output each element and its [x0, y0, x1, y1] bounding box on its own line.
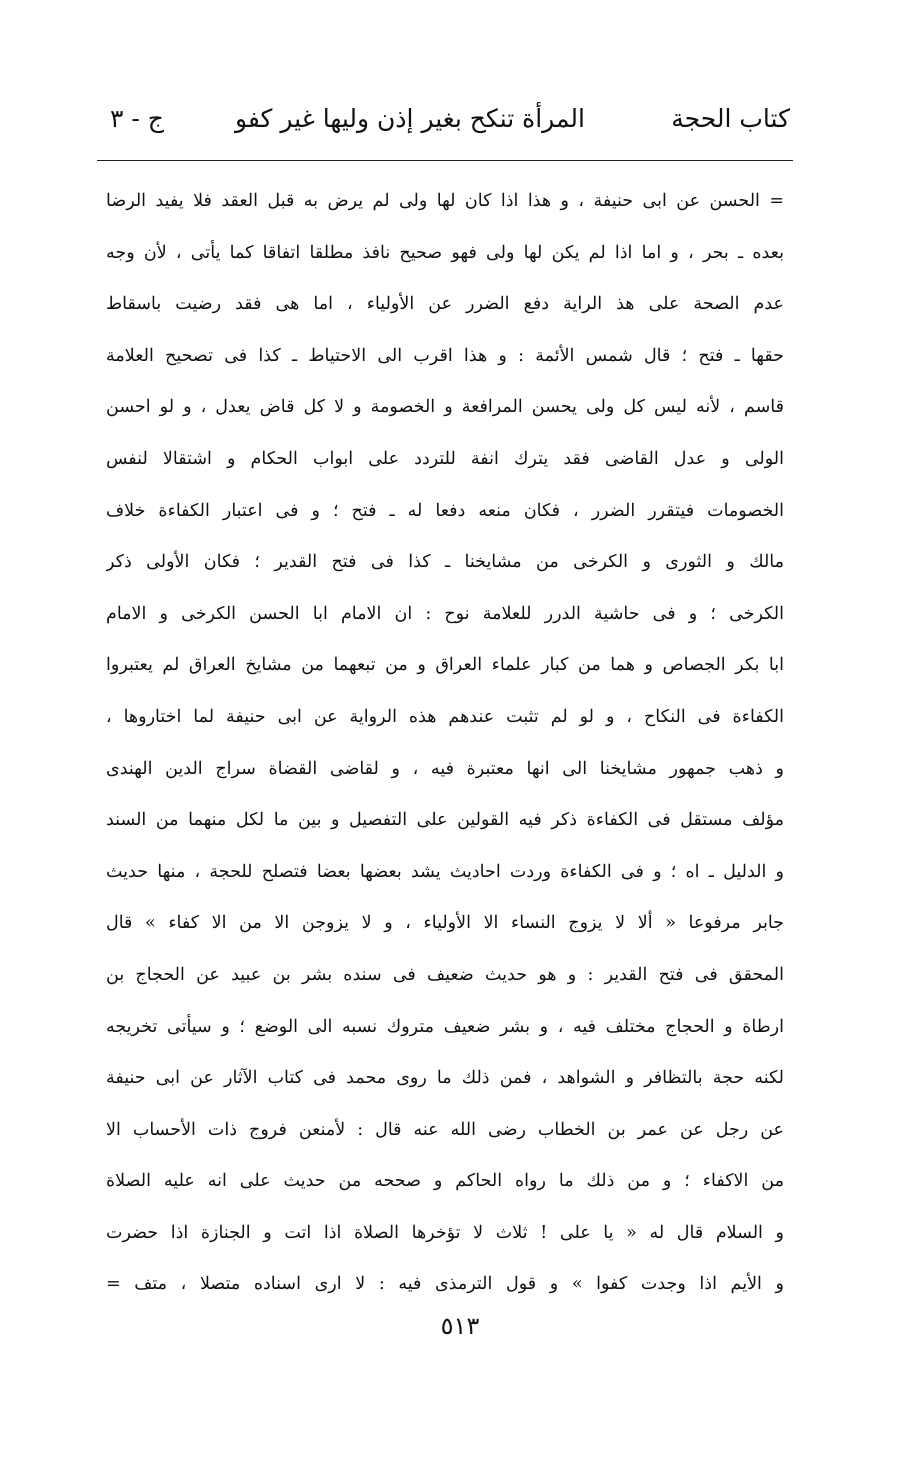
header-rule	[97, 160, 793, 161]
text-line: الكرخى ؛ و فى حاشية الدرر للعلامة نوح : ان الامام ابا الحسن الكرخى و الامام	[106, 603, 784, 624]
text-line: جابر مرفوعا « ألا لا يزوج النساء الا الأولياء ، و لا يزوجن الا من الا كفاء » قال	[106, 913, 784, 934]
text-line: = الحسن عن ابى حنيفة ، و هذا اذا كان لها ولى لم يرض به قبل العقد فلا يفيد الرضا	[106, 191, 784, 211]
text-line: الكفاءة فى النكاح ، و لو لم تثبت عندهم هذه الرواية عن ابى حنيفة لما اختاروها ،	[106, 706, 784, 727]
body-text	[106, 176, 784, 1311]
text-line: و ذهب جمهور مشايخنا الى انها معتبرة فيه ، و لقاضى القضاة سراج الدين الهندى	[106, 758, 784, 779]
text-line: عن رجل عن عمر بن الخطاب رضى الله عنه قال : لأمنعن فروج ذات الأحساب الا	[106, 1119, 784, 1140]
text-line: عدم الصحة على هذ الراية دفع الضرر عن الأولياء ، اما هى فقد رضيت باسقاط	[106, 294, 784, 315]
running-header	[100, 104, 790, 152]
header-topic: المرأة تنكح بغير إذن وليها غير كفو	[234, 104, 585, 133]
text-line: ارطاة و الحجاج مختلف فيه ، و بشر ضعيف متروك نسبه الى الوضع ؛ و سيأتى تخريجه	[106, 1016, 784, 1037]
page-number: ٥١٣	[440, 1312, 480, 1340]
text-line: و الأيم اذا وجدت كفوا » و قول الترمذى فيه : لا ارى اسناده متصلا ، متف =	[106, 1274, 784, 1295]
header-book-title: كتاب الحجة	[671, 104, 790, 133]
text-line: مالك و الثورى و الكرخى من مشايخنا ـ كذا فى فتح القدير ؛ فكان الأولى ذكر	[106, 552, 784, 573]
header-volume: ج - ٣	[110, 104, 164, 133]
text-line: مؤلف مستقل فى الكفاءة ذكر فيه القولين على التفصيل و بين ما لكل منهما من السند	[106, 810, 784, 831]
text-line: و الدليل ـ اه ؛ و فى الكفاءة وردت احاديث يشد بعضها بعضا فتصلح للحجة ، منها حديث	[106, 861, 784, 882]
text-line: بعده ـ بحر ، و اما اذا لم يكن لها ولى فهو صحيح نافذ مطلقا اتفاقا كما يأتى ، لأن وجه	[106, 242, 784, 263]
text-line: من الاكفاء ؛ و من ذلك ما رواه الحاكم و صححه من حديث على انه عليه الصلاة	[106, 1171, 784, 1192]
text-line: قاسم ، لأنه ليس كل ولى يحسن المرافعة و الخصومة و لا كل قاض يعدل ، و لو احسن	[106, 397, 784, 418]
text-line: لكنه حجة بالتظافر و الشواهد ، فمن ذلك ما روى محمد فى كتاب الآثار عن ابى حنيفة	[106, 1068, 784, 1089]
text-line: المحقق فى فتح القدير : و هو حديث ضعيف فى سنده بشر بن عبيد عن الحجاج بن	[106, 964, 784, 985]
text-line: حقها ـ فتح ؛ قال شمس الأئمة : و هذا اقرب الى الاحتياط ـ كذا فى تصحيح العلامة	[106, 345, 784, 366]
text-line: الخصومات فيتقرر الضرر ، فكان منعه دفعا له ـ فتح ؛ و فى اعتبار الكفاءة خلاف	[106, 500, 784, 521]
text-line: و السلام قال له « يا على ! ثلاث لا تؤخرها الصلاة اذا اتت و الجنازة اذا حضرت	[106, 1222, 784, 1243]
text-line: الولى و عدل القاضى فقد يترك انفة للتردد على ابواب الحكام و اشتقالا لنفس	[106, 448, 784, 469]
text-line: ابا بكر الجصاص و هما من كبار علماء العراق و من تبعهما من مشايخ العراق لم يعتبروا	[106, 655, 784, 676]
